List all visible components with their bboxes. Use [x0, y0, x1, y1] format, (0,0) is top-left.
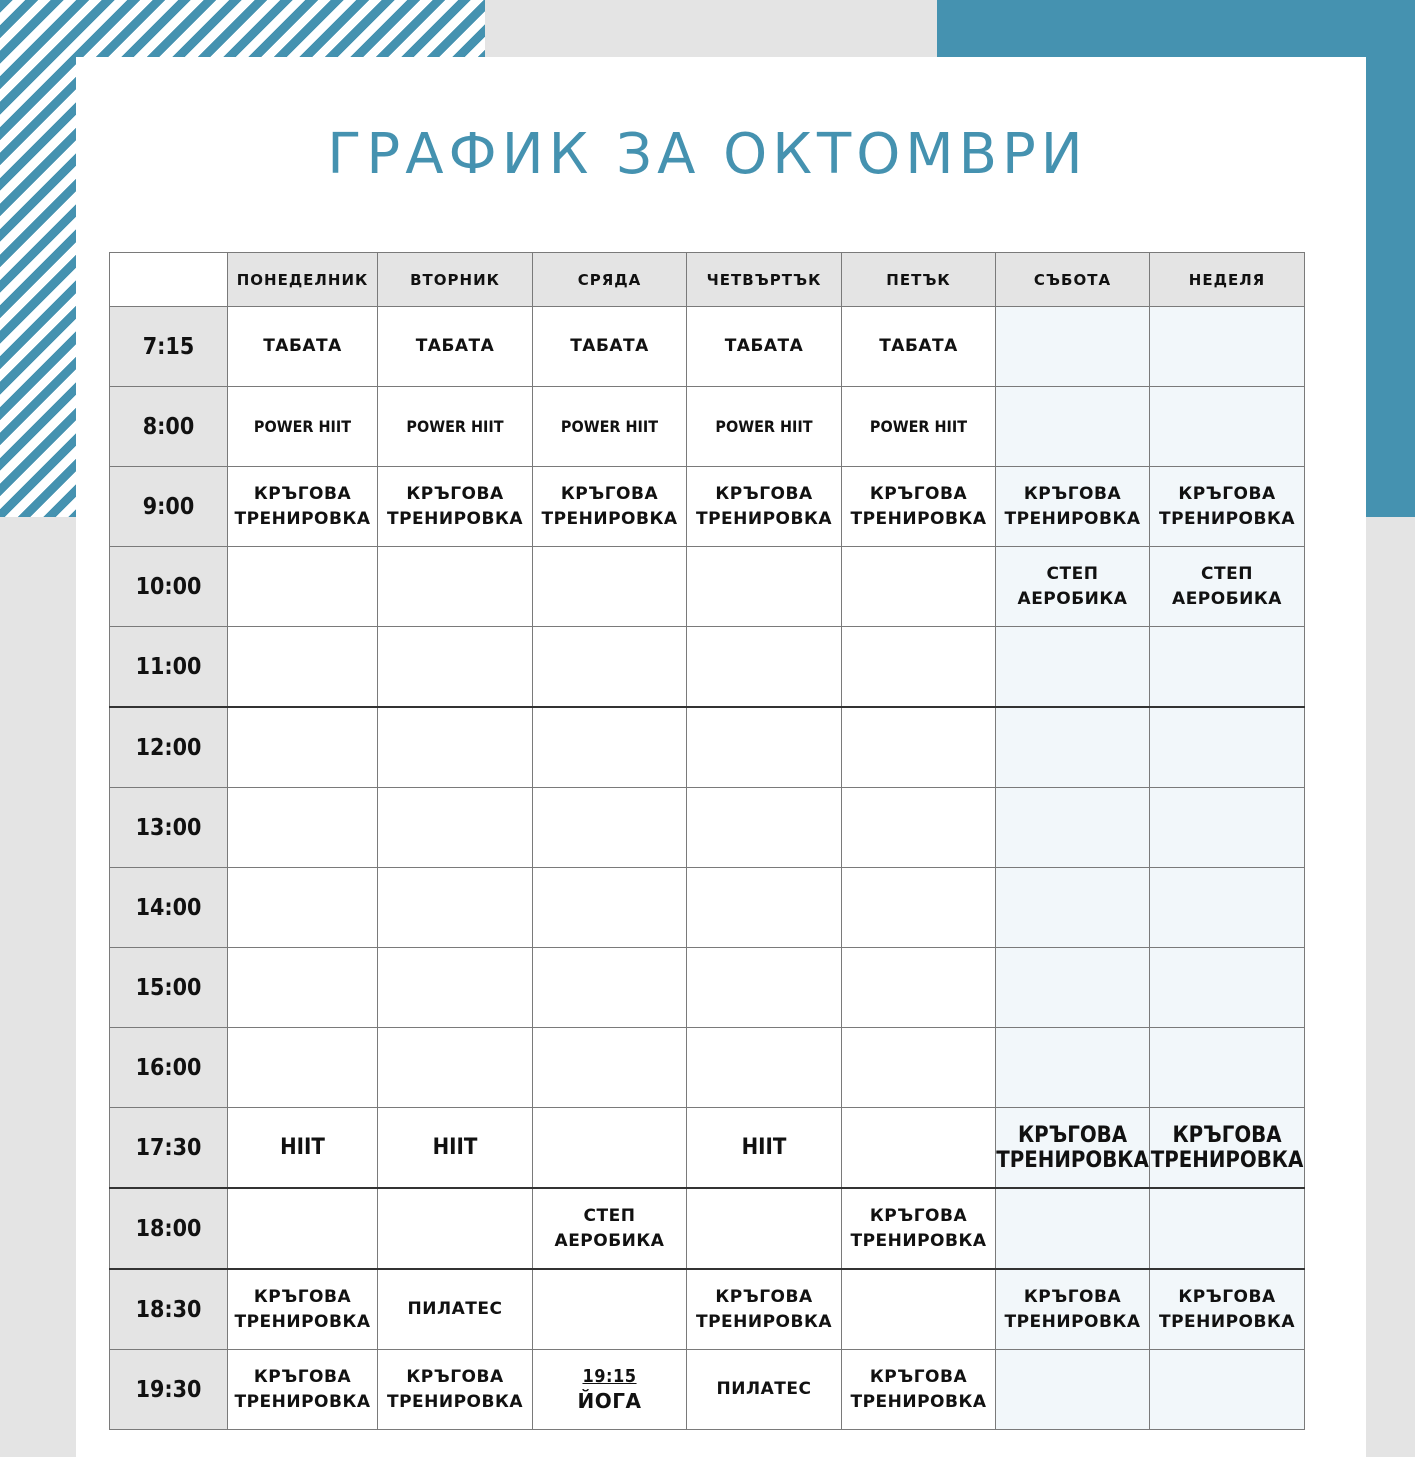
table-row — [110, 868, 1305, 948]
class-cell — [842, 1028, 996, 1108]
class-cell — [378, 868, 533, 948]
class-cell: КРЪГОВА ТРЕНИРОВКА — [996, 1269, 1150, 1350]
table-row — [110, 307, 1305, 387]
class-cell: КРЪГОВА ТРЕНИРОВКА — [228, 467, 378, 547]
day-header-tuesday: ВТОРНИК — [378, 253, 533, 307]
corner-cell — [110, 253, 228, 307]
class-cell: КРЪГОВА ТРЕНИРОВКА — [842, 1188, 996, 1269]
table-row — [110, 948, 1305, 1028]
class-cell — [378, 707, 533, 788]
class-cell — [533, 1108, 687, 1189]
class-cell: ТАБАТА — [228, 307, 378, 387]
header-row — [110, 253, 1305, 307]
class-cell — [687, 707, 842, 788]
class-cell — [228, 1028, 378, 1108]
class-cell — [996, 627, 1150, 708]
class-cell — [996, 1350, 1150, 1430]
class-cell — [1150, 627, 1305, 708]
class-cell — [378, 1188, 533, 1269]
table-row — [110, 1108, 1305, 1189]
class-cell: КРЪГОВА ТРЕНИРОВКА — [996, 1108, 1150, 1189]
table-row — [110, 387, 1305, 467]
time-cell: 7:15 — [110, 307, 228, 387]
class-cell — [378, 627, 533, 708]
class-cell: ТАБАТА — [842, 307, 996, 387]
class-cell — [533, 547, 687, 627]
class-cell: POWER HIIT — [378, 387, 533, 467]
class-cell — [687, 868, 842, 948]
time-cell: 15:00 — [110, 948, 228, 1028]
time-cell: 17:30 — [110, 1108, 228, 1189]
class-cell: ТАБАТА — [533, 307, 687, 387]
yoga-name: ЙОГА — [577, 1388, 642, 1413]
class-cell — [996, 707, 1150, 788]
time-cell: 19:30 — [110, 1350, 228, 1430]
time-cell: 11:00 — [110, 627, 228, 708]
class-cell: КРЪГОВА ТРЕНИРОВКА — [228, 1269, 378, 1350]
class-cell — [996, 387, 1150, 467]
class-cell: POWER HIIT — [687, 387, 842, 467]
time-cell: 12:00 — [110, 707, 228, 788]
class-cell — [842, 788, 996, 868]
time-cell: 8:00 — [110, 387, 228, 467]
class-cell — [228, 948, 378, 1028]
class-cell — [842, 627, 996, 708]
class-cell — [687, 547, 842, 627]
class-cell — [533, 788, 687, 868]
class-cell: КРЪГОВА ТРЕНИРОВКА — [228, 1350, 378, 1430]
class-cell — [996, 948, 1150, 1028]
class-cell — [228, 547, 378, 627]
class-cell — [1150, 948, 1305, 1028]
class-cell — [228, 868, 378, 948]
class-cell — [378, 547, 533, 627]
class-cell — [687, 627, 842, 708]
class-cell: КРЪГОВА ТРЕНИРОВКА — [996, 467, 1150, 547]
table-row — [110, 627, 1305, 708]
class-cell — [533, 1028, 687, 1108]
class-cell: КРЪГОВА ТРЕНИРОВКА — [1150, 1108, 1305, 1189]
time-cell: 10:00 — [110, 547, 228, 627]
class-cell: ПИЛАТЕС — [378, 1269, 533, 1350]
class-cell: СТЕП АЕРОБИКА — [533, 1188, 687, 1269]
class-cell: СТЕП АЕРОБИКА — [996, 547, 1150, 627]
time-cell: 14:00 — [110, 868, 228, 948]
class-cell — [842, 868, 996, 948]
class-cell — [996, 1188, 1150, 1269]
table-row — [110, 788, 1305, 868]
class-cell: ТАБАТА — [378, 307, 533, 387]
class-cell — [228, 707, 378, 788]
day-header-saturday: СЪБОТА — [996, 253, 1150, 307]
class-cell: ТАБАТА — [687, 307, 842, 387]
day-header-friday: ПЕТЪК — [842, 253, 996, 307]
class-cell — [228, 1188, 378, 1269]
class-cell: POWER HIIT — [533, 387, 687, 467]
class-cell: HIIT — [378, 1108, 533, 1189]
class-cell — [996, 307, 1150, 387]
time-cell: 16:00 — [110, 1028, 228, 1108]
class-cell: КРЪГОВА ТРЕНИРОВКА — [687, 467, 842, 547]
class-cell: КРЪГОВА ТРЕНИРОВКА — [378, 467, 533, 547]
table-row — [110, 1188, 1305, 1269]
table-row — [110, 467, 1305, 547]
class-cell — [533, 868, 687, 948]
table-row — [110, 1350, 1305, 1430]
class-cell — [687, 788, 842, 868]
class-cell — [1150, 788, 1305, 868]
class-cell — [378, 788, 533, 868]
class-cell: POWER HIIT — [228, 387, 378, 467]
class-cell: ПИЛАТЕС — [687, 1350, 842, 1430]
class-cell — [687, 948, 842, 1028]
class-cell — [533, 627, 687, 708]
class-cell — [842, 948, 996, 1028]
class-cell — [842, 1269, 996, 1350]
class-cell — [1150, 1028, 1305, 1108]
time-cell: 18:30 — [110, 1269, 228, 1350]
class-cell: HIIT — [687, 1108, 842, 1189]
time-cell: 18:00 — [110, 1188, 228, 1269]
class-cell — [1150, 868, 1305, 948]
class-cell — [1150, 387, 1305, 467]
class-cell: КРЪГОВА ТРЕНИРОВКА — [1150, 1269, 1305, 1350]
yoga-time: 19:15 — [582, 1365, 637, 1387]
day-header-sunday: НЕДЕЛЯ — [1150, 253, 1305, 307]
class-cell: КРЪГОВА ТРЕНИРОВКА — [1150, 467, 1305, 547]
class-cell — [533, 1350, 687, 1430]
class-cell: КРЪГОВА ТРЕНИРОВКА — [533, 467, 687, 547]
class-cell — [996, 1028, 1150, 1108]
table-row — [110, 547, 1305, 627]
day-header-thursday: ЧЕТВЪРТЪК — [687, 253, 842, 307]
class-cell — [1150, 307, 1305, 387]
schedule-table — [109, 252, 1305, 1430]
table-row — [110, 1269, 1305, 1350]
class-cell — [842, 547, 996, 627]
class-cell: POWER HIIT — [842, 387, 996, 467]
day-header-monday: ПОНЕДЕЛНИК — [228, 253, 378, 307]
class-cell — [533, 707, 687, 788]
class-cell — [378, 1028, 533, 1108]
class-cell: КРЪГОВА ТРЕНИРОВКА — [378, 1350, 533, 1430]
class-cell — [687, 1028, 842, 1108]
page-title: ГРАФИК ЗА ОКТОМВРИ — [327, 122, 1088, 187]
class-cell — [842, 707, 996, 788]
class-cell — [378, 948, 533, 1028]
table-row — [110, 707, 1305, 788]
class-cell — [228, 627, 378, 708]
class-cell: КРЪГОВА ТРЕНИРОВКА — [842, 1350, 996, 1430]
class-cell: HIIT — [228, 1108, 378, 1189]
class-cell: СТЕП АЕРОБИКА — [1150, 547, 1305, 627]
class-cell: КРЪГОВА ТРЕНИРОВКА — [687, 1269, 842, 1350]
day-header-wednesday: СРЯДА — [533, 253, 687, 307]
class-cell — [842, 1108, 996, 1189]
class-cell — [1150, 707, 1305, 788]
class-cell — [533, 948, 687, 1028]
class-cell: КРЪГОВА ТРЕНИРОВКА — [842, 467, 996, 547]
table-row — [110, 1028, 1305, 1108]
time-cell: 9:00 — [110, 467, 228, 547]
class-cell — [1150, 1188, 1305, 1269]
time-cell: 13:00 — [110, 788, 228, 868]
class-cell — [996, 868, 1150, 948]
class-cell — [533, 1269, 687, 1350]
class-cell — [687, 1188, 842, 1269]
class-cell — [1150, 1350, 1305, 1430]
class-cell — [228, 788, 378, 868]
class-cell — [996, 788, 1150, 868]
